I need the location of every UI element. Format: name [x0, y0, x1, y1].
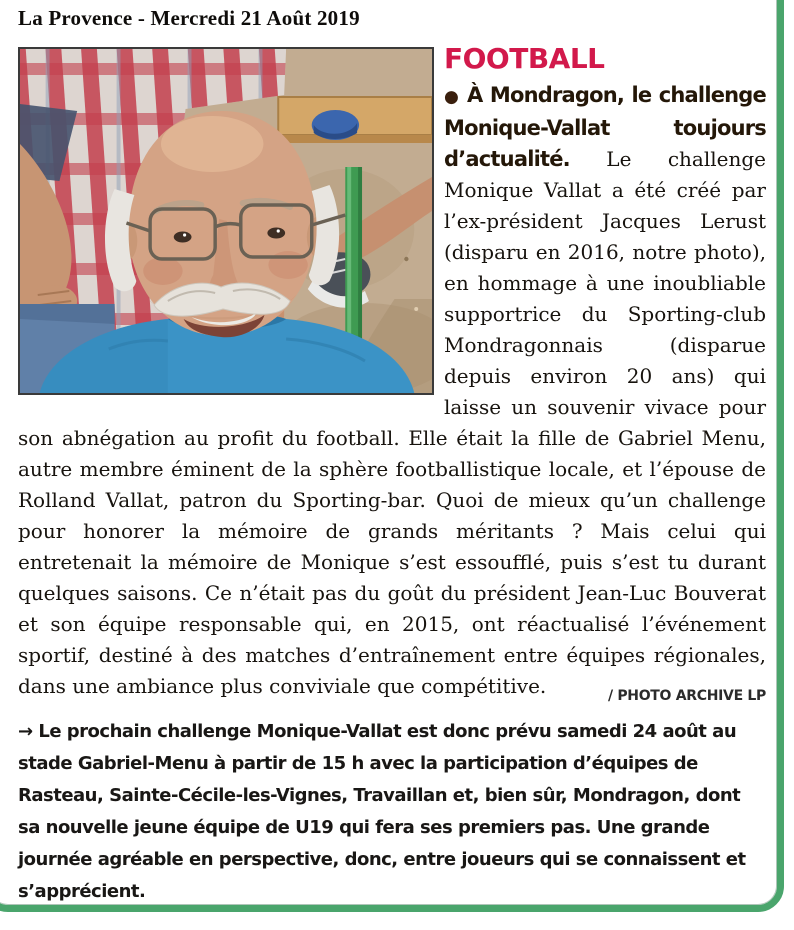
- article-photo: [18, 47, 434, 395]
- article-body-text: Le challenge Monique Vallat a été créé par l’ex-président Jacques Lerust (disparu en 2016, notre photo), en hommage à une inoubliable supportrice du Sporting-club Mondragonnais (disparue depuis environ 20 ans) qui laisse un souvenir vivace pour son abnégation au profit du football. Elle était la fille de Gabriel Menu, autre membre éminent de la sphère footballistique locale, et l’épouse de Rolland Vallat, patron du Sporting-bar. Quoi de mieux qu’un challenge pour honorer la mémoire de grands méritants ? Mais celui qui entretenait la mémoire de Monique s’est essoufflé, puis s’est tu durant quelques saisons. Ce n’était pas du goût du président Jean-Luc Bouverat et son équipe responsable qui, en 2015, ont réactualisé l’événement sportif, destiné à des matches d’entraînement entre équipes régionales, dans une ambiance plus conviviale que compétitive.: [18, 147, 766, 699]
- article-headline: À Mondragon, le challenge Monique-Vallat toujours d’actualité.: [444, 83, 766, 172]
- article-content: [18, 44, 766, 908]
- photo-illustration: [20, 49, 432, 393]
- section-label: FOOTBALL: [444, 42, 605, 75]
- bullet-icon: ●: [444, 87, 460, 108]
- masthead-dateline: La Provence - Mercredi 21 Août 2019: [18, 6, 360, 30]
- photo-credit: / PHOTO ARCHIVE LP: [607, 688, 766, 705]
- footer-note: → Le prochain challenge Monique-Vallat est donc prévu samedi 24 août au stade Gabriel-Menu à partir de 15 h avec la participation d’équipes de Rasteau, Sainte-Cécile-les-Vignes, Travaillan et, bien sûr, Mondragon, dont sa nouvelle jeune équipe de U19 qui fera ses premiers pas. Une grande journée agréable en perspective, donc, entre joueurs qui se connaissent et s’apprécient.: [18, 721, 746, 903]
